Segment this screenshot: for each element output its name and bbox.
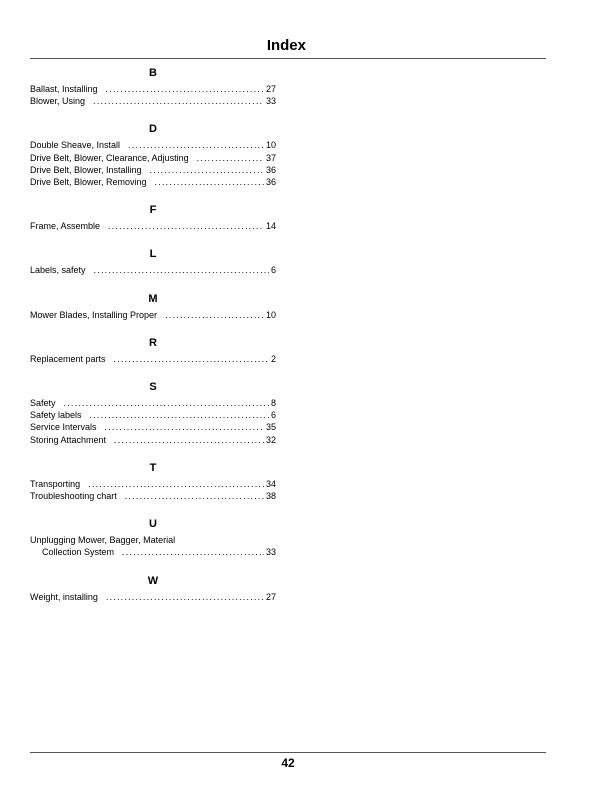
dot-leader [114, 353, 269, 365]
dot-leader [155, 176, 264, 188]
index-entry-page: 36 [265, 164, 276, 175]
section-letter: L [149, 248, 157, 261]
dot-leader [106, 591, 264, 603]
index-entry [30, 152, 276, 164]
dot-leader [114, 434, 264, 446]
index-entry [30, 490, 276, 502]
section-letter: R [149, 336, 157, 349]
title-divider [30, 58, 546, 59]
index-section-u [30, 517, 276, 558]
dot-leader [108, 220, 264, 232]
index-entry-page: 36 [265, 177, 276, 188]
index-entry-page: 10 [265, 309, 276, 320]
index-entry-label: Safety labels [30, 410, 82, 421]
index-entry [30, 264, 276, 276]
index-entry [30, 83, 276, 95]
index-entry-label: Mower Blades, Installing Proper [30, 309, 158, 320]
index-entry-page: 38 [265, 491, 276, 502]
index-entry-page: 8 [270, 398, 276, 409]
dot-leader [88, 478, 264, 490]
index-entry [30, 220, 276, 232]
index-entry-label: Collection System [42, 547, 115, 558]
index-entry-page: 33 [265, 96, 276, 107]
index-section-d [30, 122, 276, 188]
index-entry-page: 14 [265, 221, 276, 232]
index-entry-label: Transporting [30, 478, 81, 489]
index-entry-page: 32 [265, 434, 276, 445]
index-entry-page: 27 [265, 591, 276, 602]
index-entry [30, 309, 276, 321]
dot-leader [197, 152, 264, 164]
dot-leader [106, 83, 264, 95]
index-entry-label: Drive Belt, Blower, Clearance, Adjusting [30, 152, 189, 163]
index-entry-label: Labels, safety [30, 265, 86, 276]
index-entry-label: Service Intervals [30, 422, 97, 433]
dot-leader [165, 309, 264, 321]
index-section-m [30, 292, 276, 321]
dot-leader [150, 164, 264, 176]
index-entry [30, 546, 276, 558]
dot-leader [90, 409, 269, 421]
index-entry [30, 478, 276, 490]
index-entry-page: 34 [265, 478, 276, 489]
dot-leader [64, 397, 269, 409]
index-entry [30, 164, 276, 176]
index-entry-label: Safety [30, 398, 56, 409]
index-entry-label: Unplugging Mower, Bagger, Material [30, 535, 176, 546]
section-letter: T [149, 461, 157, 474]
section-letter: W [147, 574, 159, 587]
section-letter: D [149, 123, 157, 136]
index-entry [30, 421, 276, 433]
dot-leader [128, 139, 264, 151]
index-entry-label: Weight, installing [30, 591, 98, 602]
section-letter: F [149, 204, 157, 217]
index-entry-label: Ballast, Installing [30, 84, 98, 94]
index-entry [30, 353, 276, 365]
section-letter: M [148, 292, 158, 305]
page-title: Index [266, 37, 306, 54]
index-entry-label: Storing Attachment [30, 434, 107, 445]
index-entry-label: Troubleshooting chart [30, 491, 117, 502]
index-entry [30, 176, 276, 188]
page-number: 42 [281, 756, 295, 770]
index-section-s [30, 380, 276, 446]
index-entry-label: Replacement parts [30, 353, 106, 364]
index-entry [30, 434, 276, 446]
index-entry-label: Double Sheave, Install [30, 140, 121, 151]
dot-leader [125, 490, 264, 502]
dot-leader [94, 264, 269, 276]
dot-leader [122, 546, 264, 558]
index-section-l [30, 247, 276, 276]
section-letter: U [149, 518, 157, 531]
index-entry-label: Drive Belt, Blower, Removing [30, 177, 147, 188]
index-list [30, 66, 276, 618]
index-entry-page: 6 [270, 410, 276, 421]
index-entry-page: 2 [270, 353, 276, 364]
index-entry-page: 33 [265, 547, 276, 558]
index-entry [30, 409, 276, 421]
index-entry-label: Blower, Using [30, 96, 86, 107]
index-entry [30, 95, 276, 107]
index-section-r [30, 336, 276, 365]
index-section-t [30, 461, 276, 502]
index-entry-page: 6 [270, 265, 276, 276]
section-letter: B [149, 67, 157, 79]
dot-leader [93, 95, 264, 107]
index-entry-page: 27 [265, 84, 276, 94]
index-entry-label: Frame, Assemble [30, 221, 101, 232]
index-entry [30, 591, 276, 603]
index-entry-page: 10 [265, 140, 276, 151]
index-entry [30, 139, 276, 151]
dot-leader [105, 421, 264, 433]
index-entry-page: 37 [265, 152, 276, 163]
section-letter: S [149, 381, 157, 394]
index-entry [30, 397, 276, 409]
footer-divider [30, 752, 546, 753]
index-entry-page: 35 [265, 422, 276, 433]
index-section-b [30, 66, 276, 107]
index-entry-label: Drive Belt, Blower, Installing [30, 164, 142, 175]
index-section-w [30, 574, 276, 603]
index-section-f [30, 203, 276, 232]
